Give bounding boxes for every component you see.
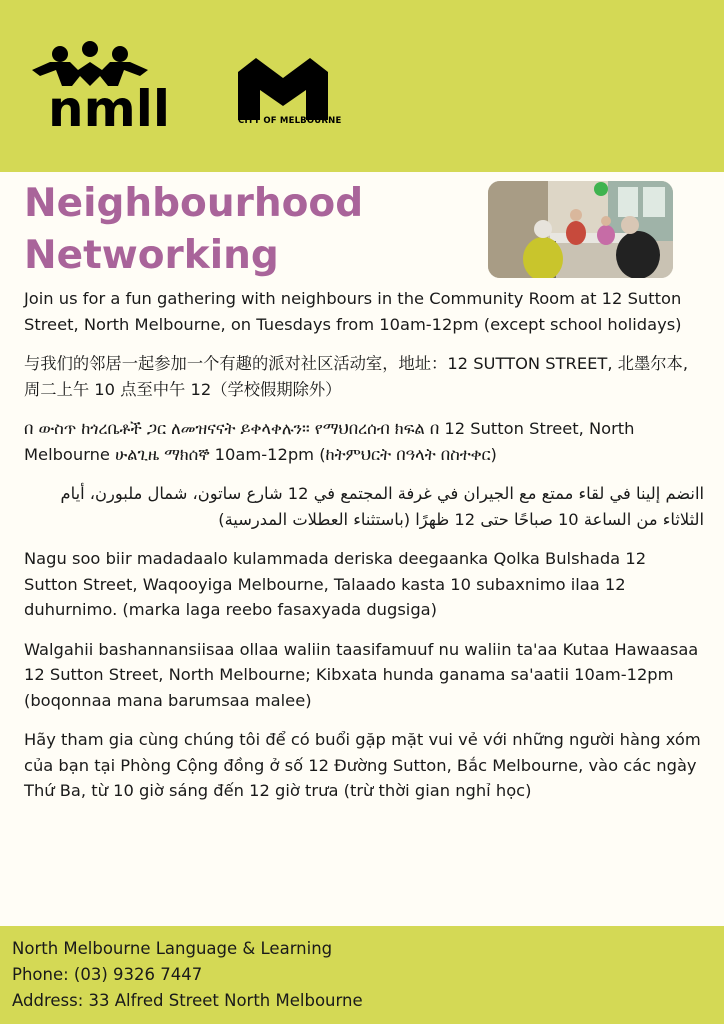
paragraph-chinese: 与我们的邻居一起参加一个有趣的派对社区活动室，地址：12 SUTTON STREET, 北墨尔本, 周二上午 10 点至中午 12（学校假期除外）: [24, 354, 688, 399]
city-of-melbourne-caption: CITY OF MELBOURNE: [238, 116, 342, 126]
title-line-2: Networking: [24, 233, 279, 278]
footer-band: [0, 926, 724, 1024]
paragraph-amharic: በ ውስጥ ከጎረቤቶች ጋር ለመዝናናት ይቀላቀሉን። የማህበረሰብ ክፍል በ 12 Sutton Street, North Melbourne ሁልጊዜ ማክሰኞ 10am-12pm (ከትምህርት በዓላት በስተቀር): [24, 419, 635, 464]
footer-phone: Phone: (03) 9326 7447: [12, 965, 203, 984]
nmll-logo: [28, 40, 190, 132]
paragraph-somali: Nagu soo biir madadaalo kulammada deriska deegaanka Qolka Bulshada 12 Sutton Street, Waqooyiga Melbourne, Talaado kasta 10 subaxnimo ilaa 12 duhurnimo. (marka laga reebo fasaxyada dugsiga): [24, 549, 647, 619]
paragraph-vietnamese: Hãy tham gia cùng chúng tôi để có buổi gặp mặt vui vẻ với những người hàng xóm của bạn tại Phòng Cộng đồng ở số 12 Đường Sutton, Bắc Melbourne, vào các ngày Thứ Ba, từ 10 giờ sáng đến 12 giờ trưa (trừ thời gian nghỉ học): [24, 730, 701, 800]
paragraph-oromo: Walgahii bashannansiisaa ollaa waliin taasifamuuf nu waliin ta'aa Kutaa Hawaasaa 12 Sutton Street, North Melbourne; Kibxata hunda ganama sa'aatii 10am-12pm (boqonnaa mana barumsaa malee): [24, 639, 699, 710]
header-band: [0, 0, 724, 172]
logo-text: nmll: [48, 80, 170, 132]
footer-contact: [12, 936, 363, 1014]
paragraph-english: Join us for a fun gathering with neighbours in the Community Room at 12 Sutton Street, North Melbourne, on Tuesdays from 10am-12pm (except school holidays): [24, 289, 682, 334]
paragraph-arabic: اانضم إلينا في لقاء ممتع مع الجيران في غرفة المجتمع في 12 شارع ساتون، شمال ملبورن، أيام الثلاثاء من الساعة 10 صباحًا حتى 12 ظهرًا (باستثناء العطلات المدرسية): [60, 484, 704, 529]
title-line-1: Neighbourhood: [24, 181, 364, 226]
community-gathering-photo: [488, 181, 673, 278]
footer-org-name: North Melbourne Language & Learning: [12, 939, 333, 958]
photo-illustration: [488, 181, 673, 278]
footer-address: Address: 33 Alfred Street North Melbourne: [12, 991, 363, 1010]
content: [24, 286, 704, 818]
page-title: [24, 178, 464, 282]
